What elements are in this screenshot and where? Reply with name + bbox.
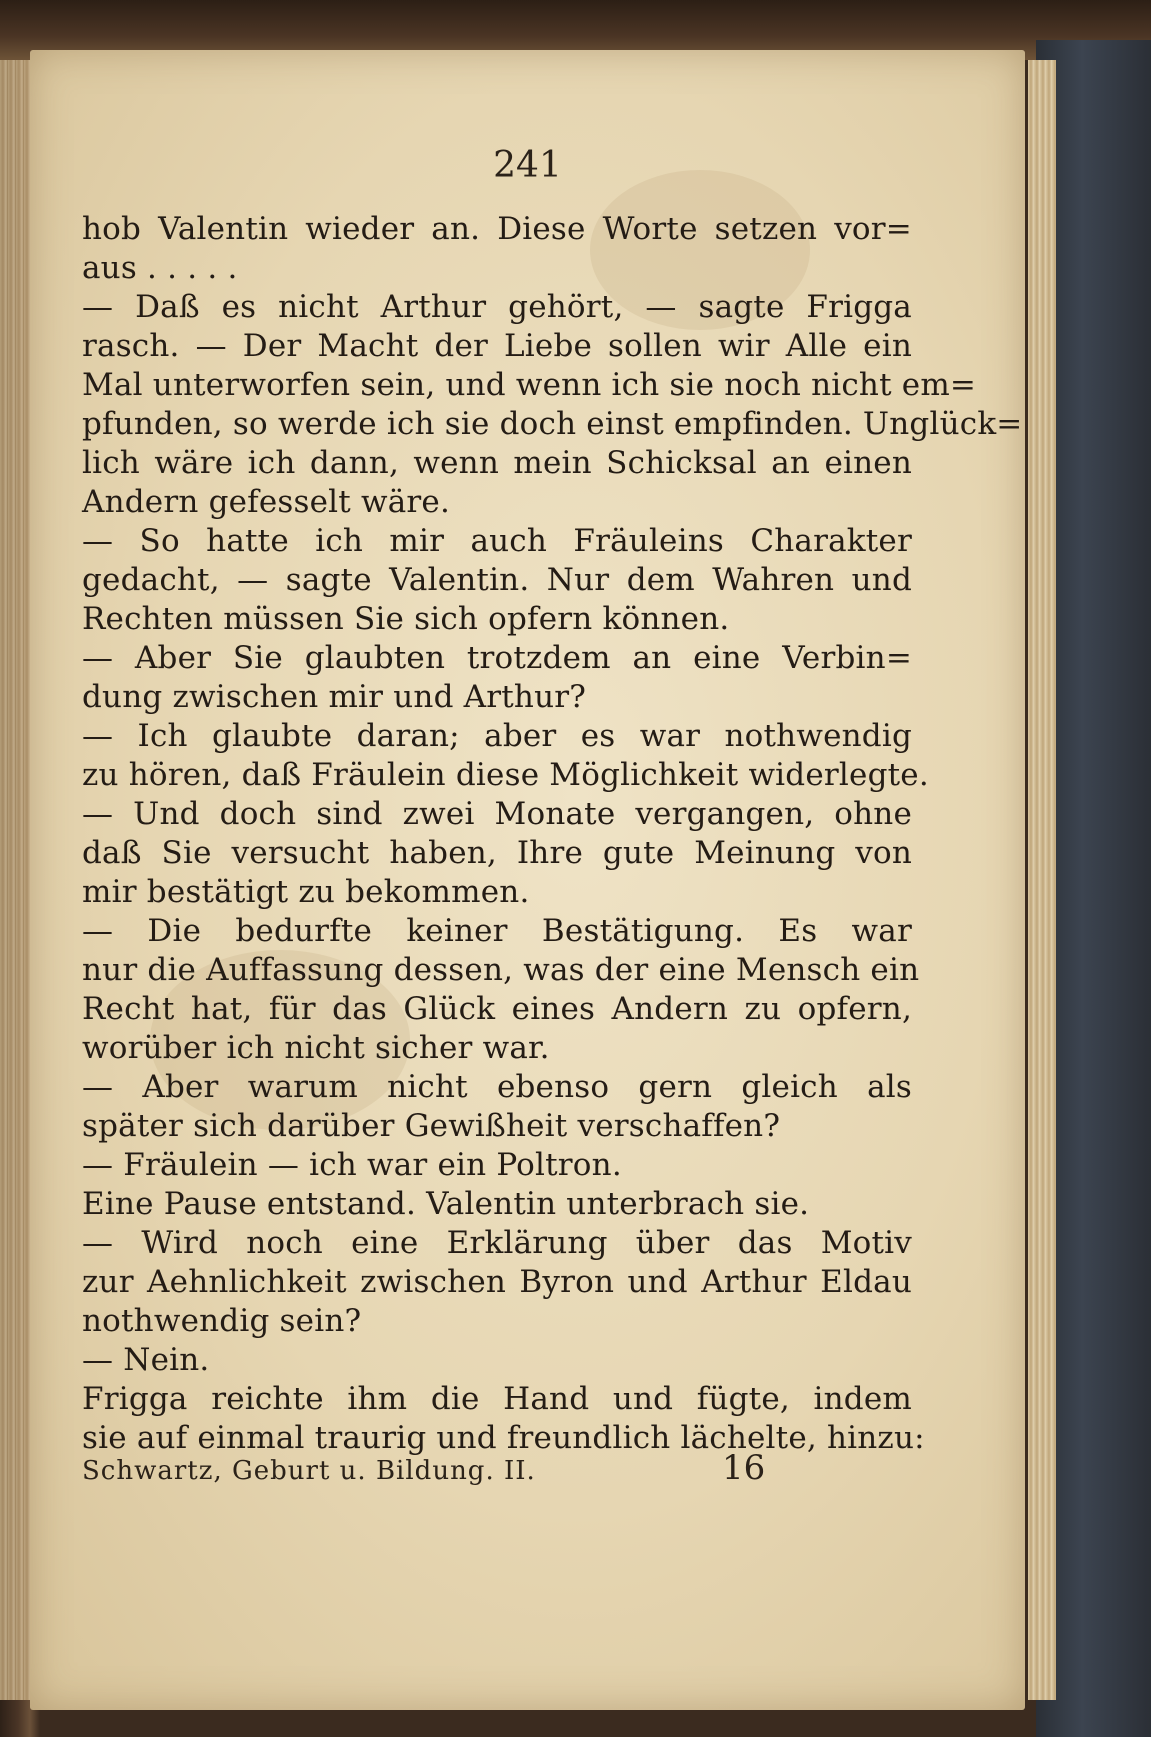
text-line: — Die bedurfte keiner Bestätigung. Es war	[82, 913, 912, 949]
text-line: Frigga reichte ihm die Hand und fügte, indem	[82, 1381, 912, 1417]
text-line: — Aber warum nicht ebenso gern gleich als	[82, 1069, 912, 1105]
body-text	[82, 210, 1023, 1458]
signature-mark: Schwartz, Geburt u. Bildung. II.	[82, 1456, 536, 1486]
text-line: — Wird noch eine Erklärung über das Motiv	[82, 1225, 912, 1261]
text-line: — Aber Sie glaubten trotzdem an eine Verbin=	[82, 640, 912, 676]
text-line: rasch. — Der Macht der Liebe sollen wir Alle ein	[82, 328, 912, 364]
right-page-edges	[1028, 60, 1056, 1700]
text-line: — Daß es nicht Arthur gehört, — sagte Frigga	[82, 289, 912, 325]
text-line: — Und doch sind zwei Monate vergangen, ohne	[82, 796, 912, 832]
book-page	[30, 50, 1025, 1710]
page-number: 241	[493, 145, 562, 186]
text-line: — Nein.	[82, 1342, 210, 1378]
text-line: später sich darüber Gewißheit verschaffen?	[82, 1108, 781, 1144]
text-line: mir bestätigt zu bekommen.	[82, 874, 530, 910]
text-line: dung zwischen mir und Arthur?	[82, 679, 587, 715]
text-line: — So hatte ich mir auch Fräuleins Charakter	[82, 523, 912, 559]
text-line: aus . . . . .	[82, 250, 238, 286]
text-line: — Ich glaubte daran; aber es war nothwendig	[82, 718, 912, 754]
text-line: nothwendig sein?	[82, 1303, 362, 1339]
text-line: Andern gefesselt wäre.	[82, 484, 451, 520]
text-line: sie auf einmal traurig und freundlich lächelte, hinzu:	[82, 1420, 925, 1456]
text-line: Eine Pause entstand. Valentin unterbrach sie.	[82, 1186, 810, 1222]
signature-number: 16	[722, 1448, 766, 1488]
text-line: hob Valentin wieder an. Diese Worte setzen vor=	[82, 211, 912, 247]
text-line: pfunden, so werde ich sie doch einst empfinden. Unglück=	[82, 406, 1023, 442]
text-line: zur Aehnlichkeit zwischen Byron und Arthur Eldau	[82, 1264, 912, 1300]
text-line: Rechten müssen Sie sich opfern können.	[82, 601, 730, 637]
text-line: Recht hat, für das Glück eines Andern zu opfern,	[82, 991, 912, 1027]
text-line: zu hören, daß Fräulein diese Möglichkeit widerlegte.	[82, 757, 929, 793]
text-line: gedacht, — sagte Valentin. Nur dem Wahren und	[82, 562, 912, 598]
text-line: lich wäre ich dann, wenn mein Schicksal an einen	[82, 445, 912, 481]
text-line: Mal unterworfen sein, und wenn ich sie noch nicht em=	[82, 367, 977, 403]
text-line: — Fräulein — ich war ein Poltron.	[82, 1147, 622, 1183]
text-line: worüber ich nicht sicher war.	[82, 1030, 550, 1066]
text-line: daß Sie versucht haben, Ihre gute Meinung von	[82, 835, 912, 871]
text-line: nur die Auffassung dessen, was der eine Mensch ein	[82, 952, 920, 988]
